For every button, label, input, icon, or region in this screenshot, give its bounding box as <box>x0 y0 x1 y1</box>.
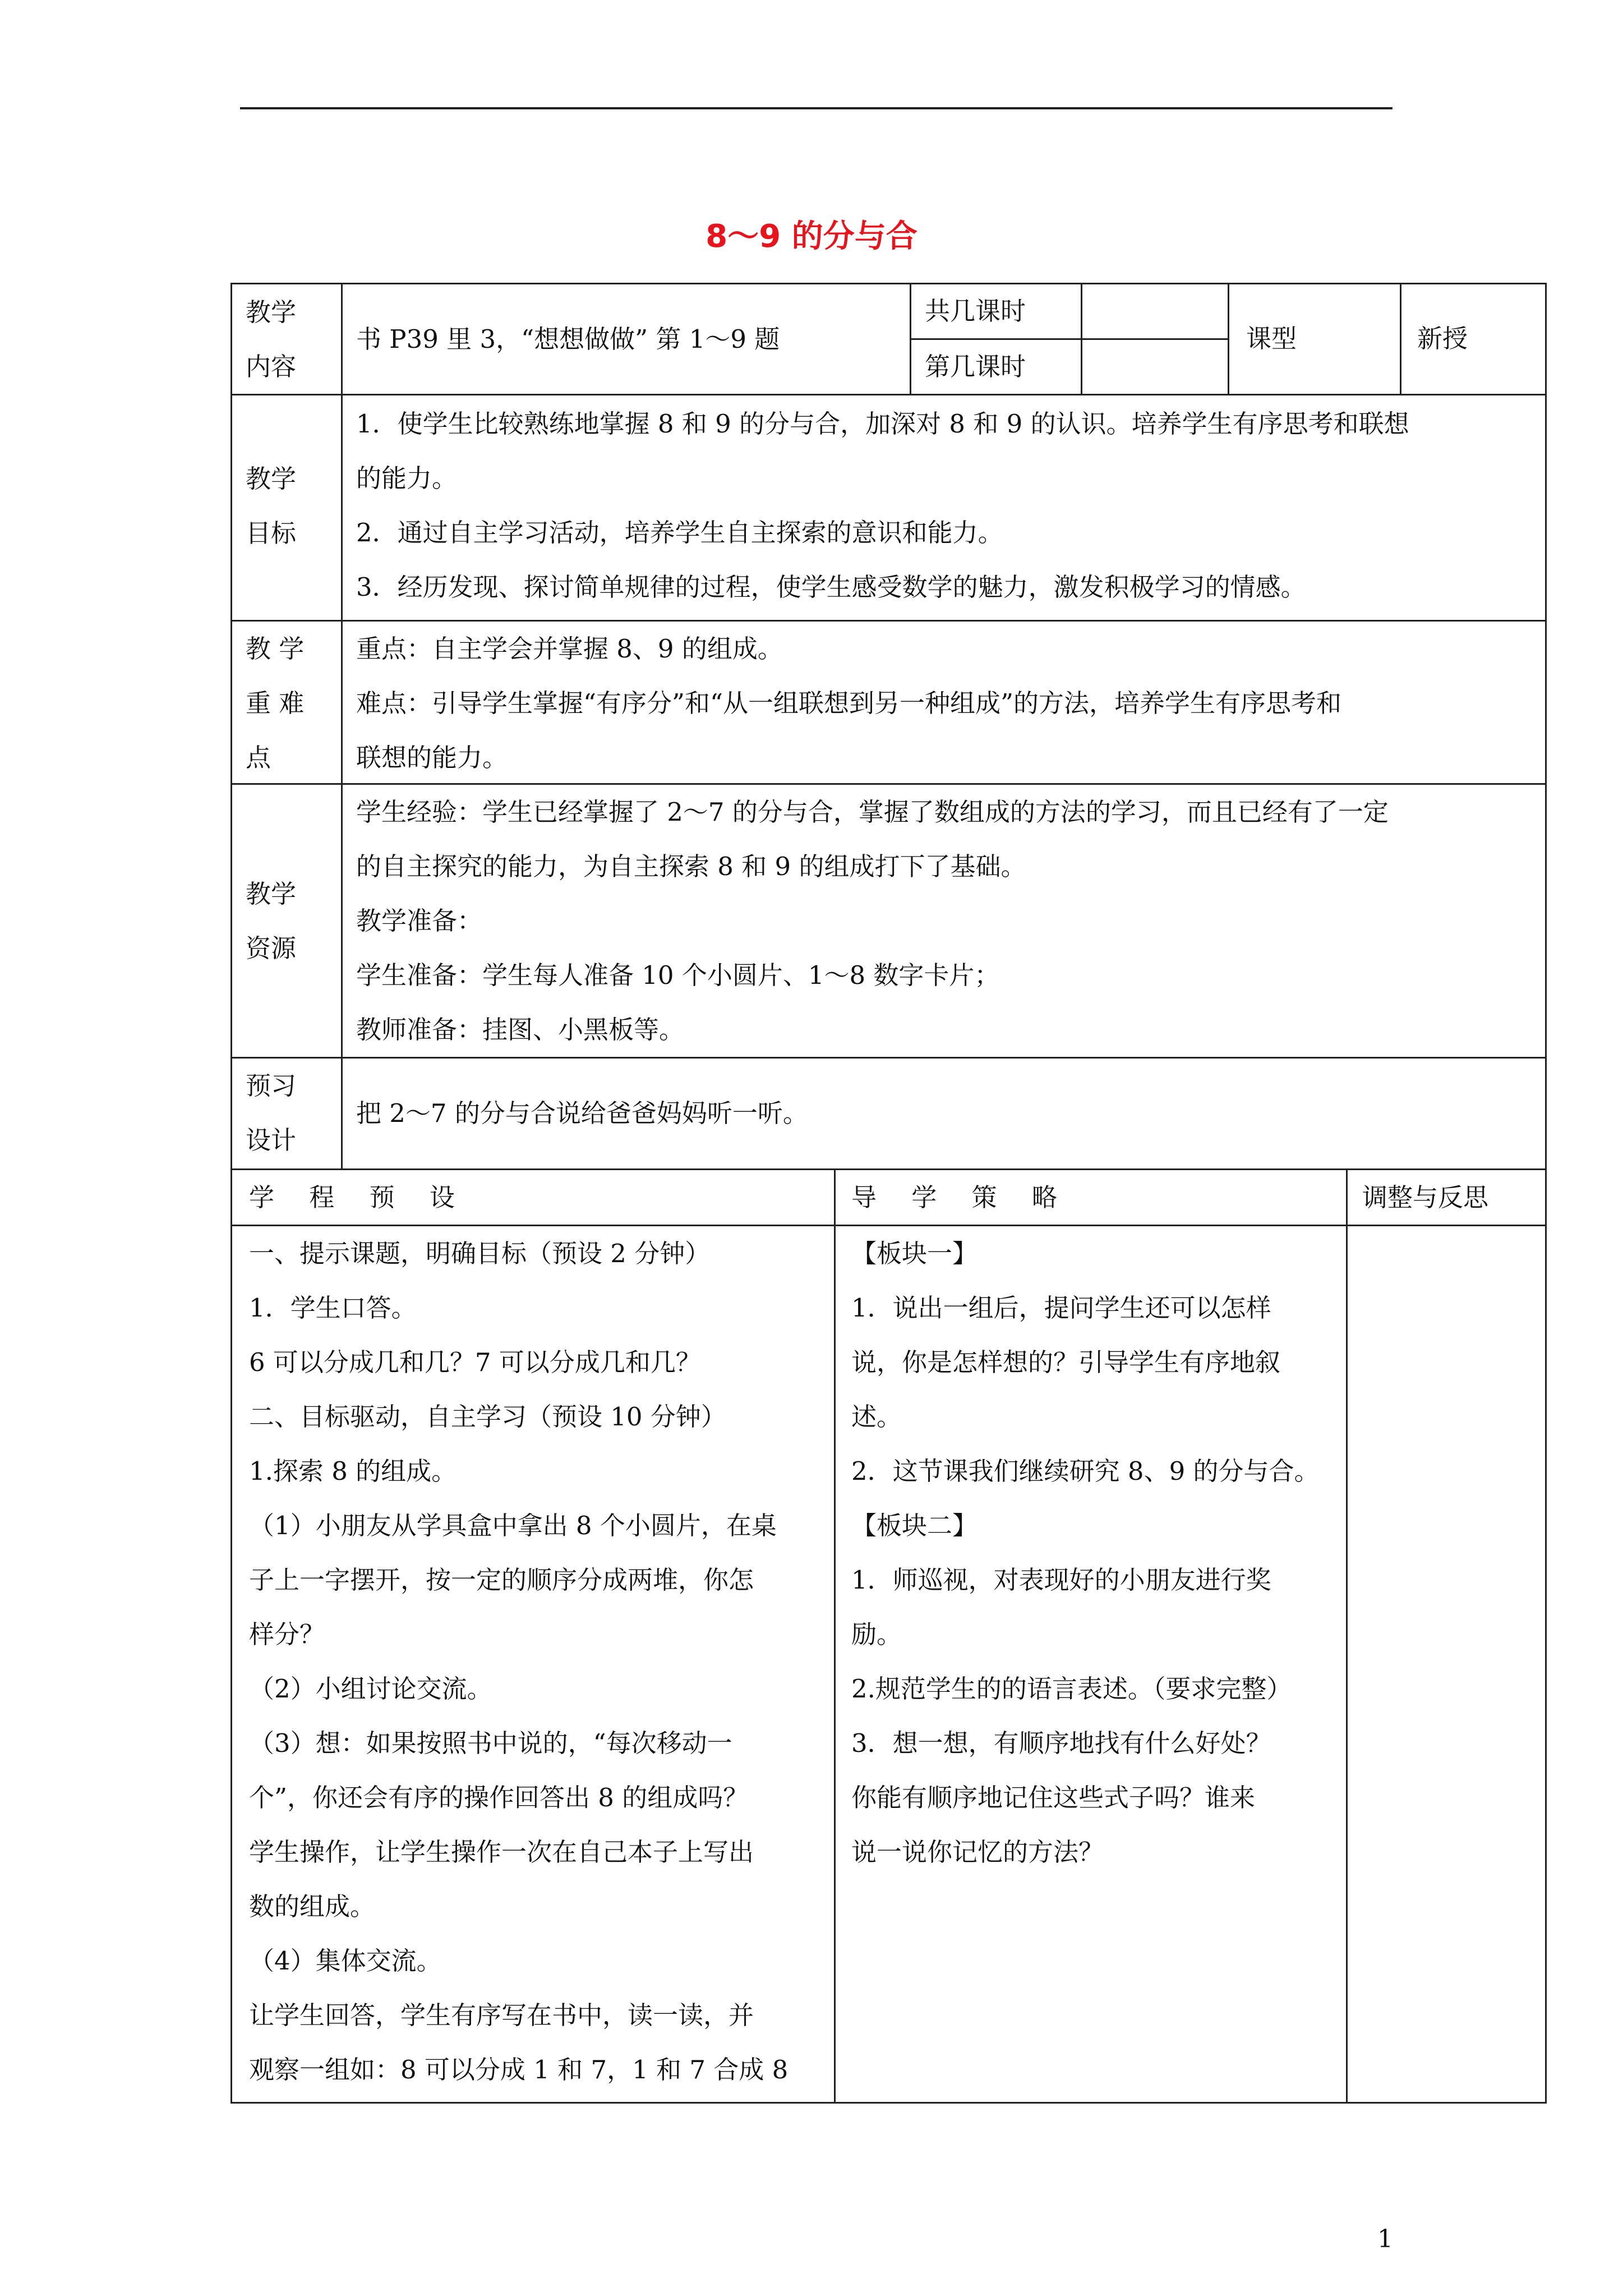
resources-label-line-1: 教学 <box>246 879 297 909</box>
process-line: （2）小组讨论交流。 <box>249 1674 492 1704</box>
process-line: 让学生回答，学生有序写在书中，读一读，并 <box>249 2000 754 2030</box>
preview-content <box>343 1059 1544 1168</box>
objectives-label-line-1: 教学 <box>246 464 297 494</box>
preview-label-line-1: 预习 <box>246 1071 297 1101</box>
process-line: 1．学生口答。 <box>249 1293 417 1323</box>
table-border-right <box>1545 283 1547 2102</box>
strategy-line: 励。 <box>851 1619 902 1649</box>
objectives-content <box>343 395 1544 620</box>
page-title: 8～9 的分与合 <box>706 218 917 255</box>
content-label-line-1: 教学 <box>246 297 297 327</box>
header-rule <box>240 107 1393 109</box>
key-points-label-line-1: 教 学 <box>246 634 305 664</box>
key-points-label-line-2: 重 难 <box>246 688 305 718</box>
objectives-label-line-2: 目标 <box>246 518 297 548</box>
key-point-line: 重点：自主学会并掌握 8、9 的组成。 <box>356 634 783 664</box>
key-points-content <box>343 622 1544 783</box>
process-line: 观察一组如：8 可以分成 1 和 7，1 和 7 合成 8 <box>249 2055 789 2085</box>
which-hour-value <box>1082 340 1227 394</box>
content-label-line-2: 内容 <box>246 352 297 381</box>
process-line: 学生操作，让学生操作一次在自己本子上写出 <box>249 1837 754 1867</box>
strategy-line: 你能有顺序地记住这些式子吗？谁来 <box>851 1783 1256 1812</box>
preview-label-line-2: 设计 <box>246 1125 297 1155</box>
resource-line: 学生经验：学生已经掌握了 2～7 的分与合，掌握了数组成的方法的学习，而且已经有了一定 <box>356 797 1389 827</box>
process-line: 1.探索 8 的组成。 <box>249 1456 457 1486</box>
preview-label <box>232 1059 341 1168</box>
strategy-line: 【板块二】 <box>851 1511 978 1540</box>
process-line: 样分？ <box>249 1619 325 1649</box>
objective-line: 2．通过自主学习活动，培养学生自主探索的意识和能力。 <box>356 518 1003 547</box>
which-hour-label: 第几课时 <box>925 352 1026 381</box>
objective-line: 1．使学生比较熟练地掌握 8 和 9 的分与合，加深对 8 和 9 的认识。培养学生有序思考和联想 <box>356 409 1409 439</box>
strategy-line: 说，你是怎样想的？引导学生有序地叙 <box>851 1347 1281 1377</box>
objective-line: 3．经历发现、探讨简单规律的过程，使学生感受数学的魅力，激发积极学习的情感。 <box>356 572 1306 602</box>
preview-text: 把 2～7 的分与合说给爸爸妈妈听一听。 <box>356 1098 808 1128</box>
key-points-label-line-3: 点 <box>246 743 271 772</box>
process-line: 一、提示课题，明确目标（预设 2 分钟） <box>249 1239 711 1268</box>
strategy-line: 3．想一想，有顺序地找有什么好处？ <box>851 1728 1271 1758</box>
resources-label-line-2: 资源 <box>246 933 297 963</box>
key-point-line: 联想的能力。 <box>356 743 508 772</box>
strategy-content <box>836 1226 1345 2101</box>
content-label <box>232 284 341 394</box>
lesson-content <box>343 284 909 394</box>
process-line: （3）想：如果按照书中说的，“每次移动一 <box>249 1728 732 1758</box>
table-border-bottom <box>230 2102 1547 2104</box>
resource-line: 学生准备：学生每人准备 10 个小圆片、1～8 数字卡片； <box>356 960 1000 990</box>
strategy-line: 述。 <box>851 1402 902 1432</box>
objective-line: 的能力。 <box>356 463 458 493</box>
strategy-line: 【板块一】 <box>851 1239 978 1268</box>
strategy-line: 1．师巡视，对表现好的小朋友进行奖 <box>851 1565 1271 1595</box>
strategy-line: 说一说你记忆的方法？ <box>851 1837 1104 1867</box>
process-content <box>232 1226 833 2101</box>
lesson-content-text: 书 P39 里 3，“想想做做” 第 1～9 题 <box>356 324 780 354</box>
resource-line: 教师准备：挂图、小黑板等。 <box>356 1015 685 1045</box>
process-line: 6 可以分成几和几？7 可以分成几和几？ <box>249 1347 701 1377</box>
strategy-line: 2．这节课我们继续研究 8、9 的分与合。 <box>851 1456 1320 1486</box>
resources-content <box>343 785 1544 1057</box>
process-line: 二、目标驱动，自主学习（预设 10 分钟） <box>249 1402 726 1432</box>
reflection-header: 调整与反思 <box>1362 1182 1489 1212</box>
key-point-line: 难点：引导学生掌握“有序分”和“从一组联想到另一种组成”的方法，培养学生有序思考和 <box>356 688 1342 718</box>
process-line: （4）集体交流。 <box>249 1946 442 1976</box>
process-line: 个”，你还会有序的操作回答出 8 的组成吗？ <box>249 1783 749 1812</box>
resources-label <box>232 785 341 1057</box>
total-hours-value <box>1082 284 1227 338</box>
strategy-header: 导 学 策 略 <box>851 1182 1071 1212</box>
process-line: （1）小朋友从学具盒中拿出 8 个小圆片，在桌 <box>249 1511 777 1540</box>
process-header: 学 程 预 设 <box>249 1182 468 1212</box>
process-line: 子上一字摆开，按一定的顺序分成两堆，你怎 <box>249 1565 754 1595</box>
lesson-type-value: 新授 <box>1417 324 1468 353</box>
strategy-line: 2.规范学生的的语言表述。（要求完整） <box>851 1674 1292 1704</box>
key-points-label <box>232 622 341 783</box>
lesson-type-label: 课型 <box>1246 324 1297 353</box>
objectives-label <box>232 395 341 620</box>
page-number: 1 <box>1377 2225 1393 2253</box>
process-line: 数的组成。 <box>249 1892 376 1921</box>
resource-line: 教学准备： <box>356 906 483 936</box>
total-hours-label: 共几课时 <box>925 296 1026 326</box>
resource-line: 的自主探究的能力，为自主探索 8 和 9 的组成打下了基础。 <box>356 852 1026 881</box>
strategy-line: 1．说出一组后，提问学生还可以怎样 <box>851 1293 1271 1323</box>
reflection-content <box>1348 1226 1544 2101</box>
